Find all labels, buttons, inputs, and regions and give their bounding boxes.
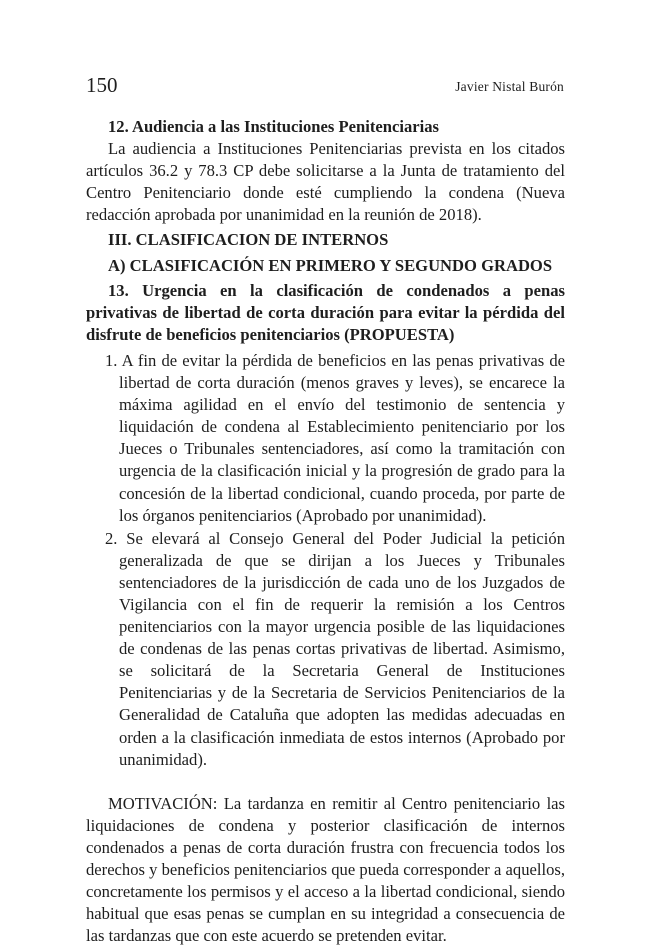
section-13-heading: 13. Urgencia en la clasificación de condenados a penas privativas de libertad de corta duración para evitar la pérdida del disfrute de beneficios penitenciarios (PROPUESTA): [86, 280, 565, 344]
motivacion-paragraph: MOTIVACIÓN: La tardanza en remitir al Centro penitenciario las liquidaciones de condena y posterior clasificación de internos condenados a penas de corta duración frustra con frecuencia todos los derechos y beneficios penitenciarios que pueda corresponder a aquellos, concretamente los permisos y el acceso a la libertad condicional, siendo habitual que esas penas se cumplan en su integridad a consecuencia de las tardanzas que con este acuerdo se pretenden evitar.: [86, 793, 565, 946]
section-12-body: La audiencia a Instituciones Penitenciarias prevista en los citados artículos 36.2 y 78.3 CP debe solicitarse a la Junta de tratamiento del Centro Penitenciario donde esté cumpliendo la condena (Nueva redacción aprobada por unanimidad en la reunión de 2018).: [86, 139, 565, 225]
section-a-subheading: A) CLASIFICACIÓN EN PRIMERO Y SEGUNDO GRADOS: [108, 255, 553, 275]
proposal-list: [86, 350, 565, 771]
page-body: [86, 116, 565, 947]
section-iii-heading: III. CLASIFICACION DE INTERNOS: [108, 230, 389, 250]
list-item: 2. Se elevará al Consejo General del Poder Judicial la petición generalizada de que se dirijan a los Jueces y Tribunales sentenciadores de la jurisdicción de cada uno de los Juzgados de Vigilancia con el fin de requerir la remisión a los Centros penitenciarios con la mayor urgencia posible de las liquidaciones de condenas de las penas cortas privativas de libertad. Asimismo, se solicitará de la Secretaria General de Instituciones Penitenciarias y de la Secretaria de Servicios Penitenciarios de la Generalidad de Cataluña que adopten las medidas adecuadas en orden a la clasificación inmediata de estos internos (Aprobado por unanimidad).: [105, 528, 565, 769]
running-head-author: Javier Nistal Burón: [455, 79, 564, 94]
page-number: 150: [86, 73, 118, 97]
section-12-heading: 12. Audiencia a las Instituciones Penitenciarias: [108, 117, 439, 136]
list-item: 1. A fin de evitar la pérdida de beneficios en las penas privativas de libertad de corta duración (menos graves y leves), se encarece la máxima agilidad en el envío del testimonio de sentencia y liquidación de condena al Establecimiento penitenciario por los Jueces o Tribunales sentenciadores, así como la tramitación con urgencia de la clasificación inicial y la progresión de grado para la concesión de la libertad condicional, cuando proceda, por parte de los órganos penitenciarios (Aprobado por unanimidad).: [105, 350, 565, 525]
page-header: [86, 72, 564, 102]
